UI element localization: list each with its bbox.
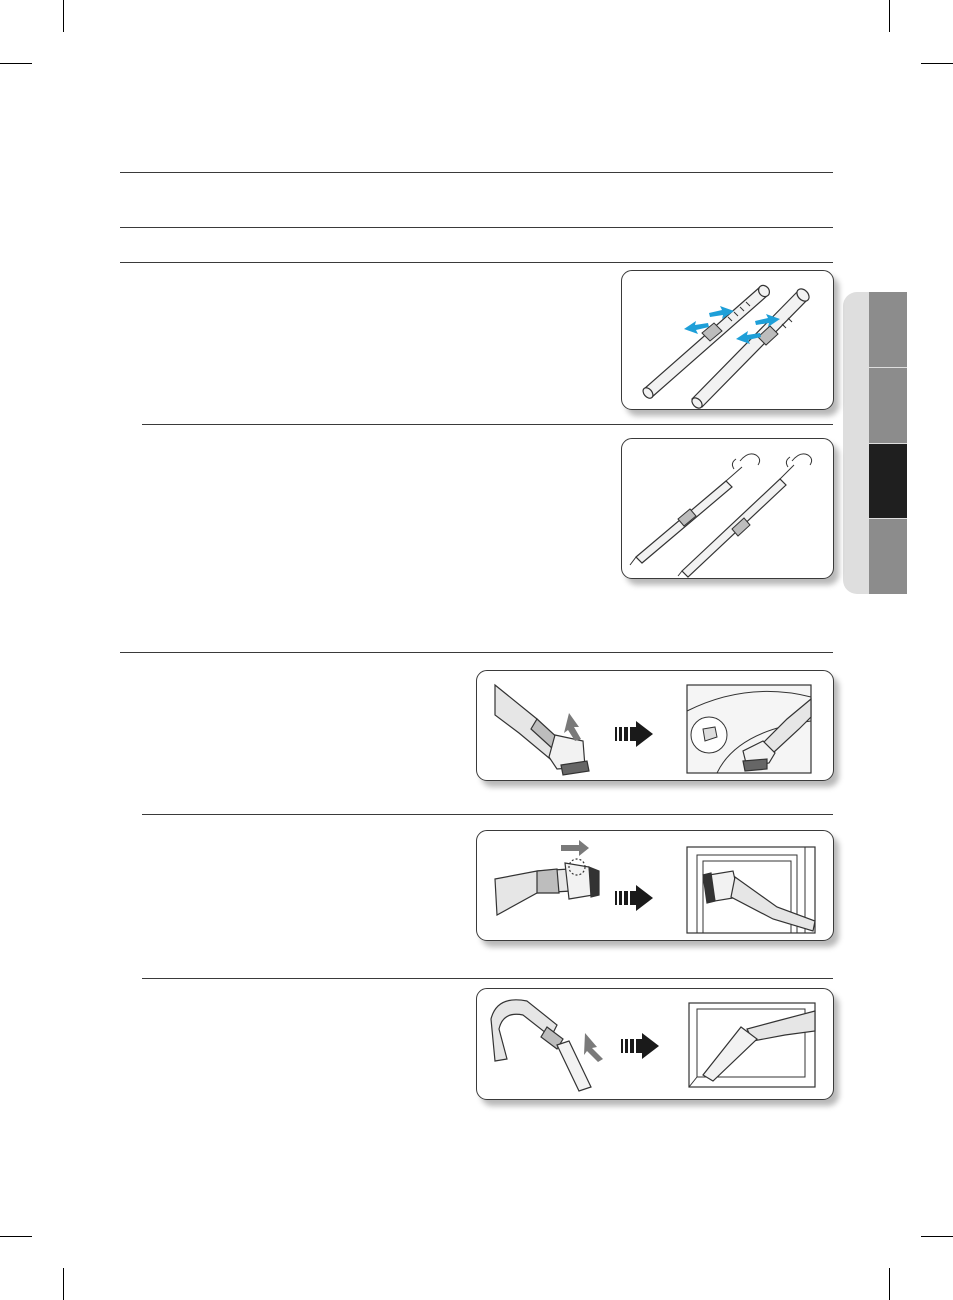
telescopic-pipe-illustration	[622, 271, 833, 409]
figure-crevice-tool-use	[476, 988, 834, 1100]
upholstery-brush-illustration	[477, 671, 833, 780]
crop-mark-bottom-left-h	[0, 1236, 32, 1237]
step-arrow	[615, 721, 653, 747]
crop-mark-top-right-v	[889, 0, 890, 32]
chapter-tab-1[interactable]	[869, 292, 907, 367]
step-rule-accessory-3	[142, 978, 833, 979]
header-rule-top	[120, 172, 833, 173]
direction-arrow	[564, 713, 581, 741]
step-rule-accessory-2	[142, 814, 833, 815]
crop-mark-bottom-right-h	[921, 1236, 953, 1237]
step-arrow	[615, 885, 653, 911]
crevice-tool-illustration	[477, 989, 833, 1099]
section-rule-accessory	[120, 652, 833, 653]
header-rule-bottom	[120, 227, 833, 228]
step-arrow	[621, 1033, 659, 1059]
crop-mark-bottom-right-v	[889, 1268, 890, 1300]
chapter-tab-strip	[843, 292, 907, 594]
crop-mark-top-left-v	[63, 0, 64, 32]
section-rule-wand	[120, 262, 833, 263]
dusting-brush-illustration	[477, 831, 833, 940]
figure-telescopic-pipe-adjust	[621, 270, 834, 410]
pipe-shake-illustration	[622, 439, 833, 578]
chapter-tab-2[interactable]	[869, 368, 907, 443]
chapter-tab-4[interactable]	[869, 519, 907, 594]
crop-mark-top-right-h	[921, 63, 953, 64]
crop-mark-top-left-h	[0, 63, 32, 64]
direction-arrow	[561, 840, 589, 856]
figure-dusting-brush-use	[476, 830, 834, 941]
figure-upholstery-brush-use	[476, 670, 834, 781]
direction-arrow	[584, 1033, 603, 1062]
step-rule-wand-2	[142, 424, 833, 425]
chapter-tab-3-active[interactable]	[869, 444, 907, 518]
figure-telescopic-pipe-shake	[621, 438, 834, 579]
crop-mark-bottom-left-v	[63, 1268, 64, 1300]
